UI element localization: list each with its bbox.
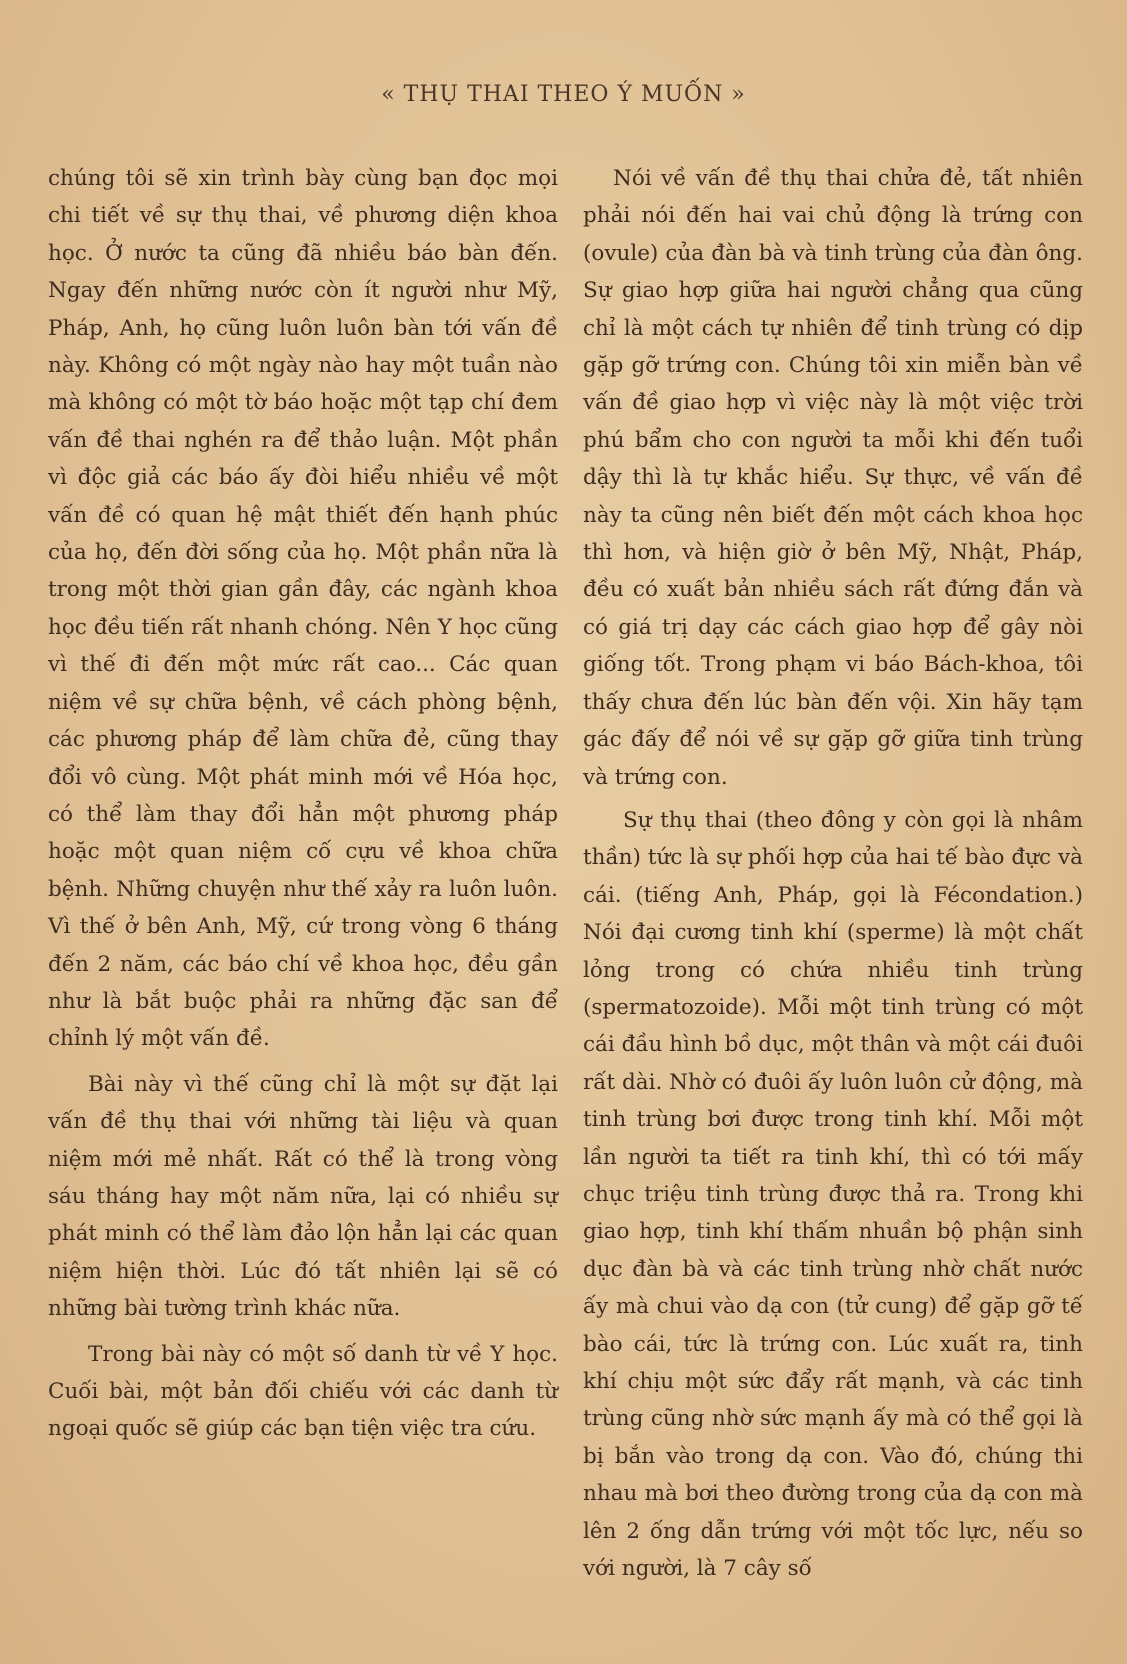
paragraph: Trong bài này có một số danh từ về Y học. Cuối bài, một bản đối chiếu với các danh từ ngoại quốc sẽ giúp các bạn tiện việc tra cứu. — [48, 1341, 558, 1442]
running-head: « THỤ THAI THEO Ý MUỐN » — [381, 82, 746, 107]
paragraph: Nói về vấn đề thụ thai chửa đẻ, tất nhiên phải nói đến hai vai chủ động là trứng con (ovule) của đàn bà và tinh trùng của đàn ông. Sự giao hợp giữa hai người chẳng qua cũng chỉ là một cách tự nhiên để tinh trùng có dịp gặp gỡ trứng con. Chúng tôi xin miễn bàn về vấn đề giao hợp vì việc này là một việc trời phú bẩm cho con người ta mỗi khi đến tuổi dậy thì là tự khắc hiểu. Sự thực, về vấn đề này ta cũng nên biết đến một cách khoa học thì hơn, và hiện giờ ở bên Mỹ, Nhật, Pháp, đều có xuất bản nhiều sách rất đứng đắn và có giá trị dạy các cách giao hợp để gây nòi giống tốt. Trong phạm vi báo Bách-khoa, tôi thấy chưa đến lúc bàn đến vội. Xin hãy tạm gác đấy để nói về sự gặp gỡ giữa tinh trùng và trứng con. — [583, 166, 1083, 790]
paragraph: Sự thụ thai (theo đông y còn gọi là nhâm thần) tức là sự phối hợp của hai tế bào đực và cái. (tiếng Anh, Pháp, gọi là Fécondation.) Nói đại cương tinh khí (sperme) là một chất lỏng trong có chứa nhiều tinh trùng (spermatozoide). Mỗi một tinh trùng có một cái đầu hình bồ dục, một thân và một cái đuôi rất dài. Nhờ có đuôi ấy luôn luôn cử động, mà tinh trùng bơi được trong tinh khí. Mỗi một lần người ta tiết ra tinh khí, thì có tới mấy chục triệu tinh trùng được thả ra. Trong khi giao hợp, tinh khí thấm nhuần bộ phận sinh dục đàn bà và các tinh trùng nhờ chất nước ấy mà chui vào dạ con (tử cung) để gặp gỡ tế bào cái, tức là trứng con. Lúc xuất ra, tinh khí chịu một sức đẩy rất mạnh, và các tinh trùng cũng nhờ sức mạnh ấy mà có thể gọi là bị bắn vào trong dạ con. Vào đó, chúng thi nhau mà bơi theo đường trong của dạ con mà lên 2 ống dẫn trứng với một tốc lực, nếu so với người, là 7 cây số — [583, 807, 1083, 1582]
right-column — [583, 160, 1083, 1587]
paragraph: Bài này vì thế cũng chỉ là một sự đặt lại vấn đề thụ thai với những tài liệu và quan niệm mới mẻ nhất. Rất có thể là trong vòng sáu tháng hay một năm nữa, lại có nhiều sự phát minh có thể làm đảo lộn hẳn lại các quan niệm hiện thời. Lúc đó tất nhiên lại sẽ có những bài tường trình khác nữa. — [48, 1071, 558, 1322]
left-column — [48, 160, 558, 1448]
paragraph: chúng tôi sẽ xin trình bày cùng bạn đọc mọi chi tiết về sự thụ thai, về phương diện khoa học. Ở nước ta cũng đã nhiều báo bàn đến. Ngay đến những nước còn ít người như Mỹ, Pháp, Anh, họ cũng luôn luôn bàn tới vấn đề này. Không có một ngày nào hay một tuần nào mà không có một tờ báo hoặc một tạp chí đem vấn đề thai nghén ra để thảo luận. Một phần vì độc giả các báo ấy đòi hiểu nhiều về một vấn đề có quan hệ mật thiết đến hạnh phúc của họ, đến đời sống của họ. Một phần nữa là trong một thời gian gần đây, các ngành khoa học đều tiến rất nhanh chóng. Nên Y học cũng vì thế đi đến một mức rất cao... Các quan niệm về sự chữa bệnh, về cách phòng bệnh, các phương pháp để làm chữa đẻ, cũng thay đổi vô cùng. Một phát minh mới về Hóa học, có thể làm thay đổi hẳn một phương pháp hoặc một quan niệm cố cựu về khoa chữa bệnh. Những chuyện như thế xảy ra luôn luôn. Vì thế ở bên Anh, Mỹ, cứ trong vòng 6 tháng đến 2 năm, các báo chí về khoa học, đều gần như là bắt buộc phải ra những đặc san để chỉnh lý một vấn đề. — [48, 166, 558, 1052]
